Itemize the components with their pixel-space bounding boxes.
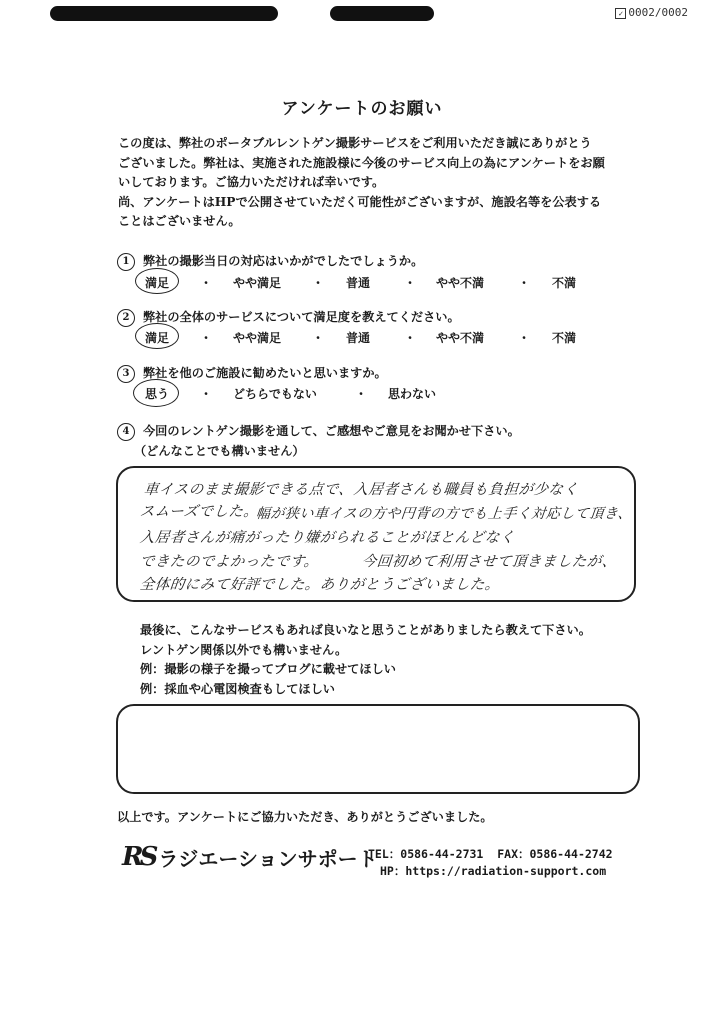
option-satisfied[interactable]: 満足	[145, 331, 170, 345]
handwritten-line: スムーズでした。	[139, 504, 260, 520]
contact-info	[368, 846, 613, 880]
prompt-line: 例：撮影の様子を撮ってブログに載せてほしい	[140, 662, 396, 676]
request-response-box[interactable]	[116, 704, 640, 794]
question-2	[117, 308, 460, 327]
option-dissatisfied[interactable]: 不満	[552, 331, 577, 345]
additional-request-prompt	[140, 621, 591, 699]
question-number: 2	[117, 309, 135, 327]
question-text: 弊社の全体のサービスについて満足度を教えてください。	[143, 310, 460, 324]
option-separator: ・	[312, 276, 325, 290]
closing-message: 以上です。アンケートにご協力いただき、ありがとうございました。	[117, 810, 493, 824]
intro-line: ことはございません。	[118, 214, 241, 228]
handwritten-line: 幅が狭い車イスの方や円背の方でも上手く対応して頂き、	[255, 506, 634, 522]
option-agree[interactable]: 思う	[145, 387, 170, 401]
option-separator: ・	[404, 331, 417, 345]
selected-answer-circle	[135, 268, 179, 294]
option-neither[interactable]: どちらでもない	[233, 387, 317, 401]
option-somewhat-dissatisfied[interactable]: やや不満	[436, 276, 485, 290]
handwritten-line: 今回初めて利用させて頂きましたが、	[361, 554, 618, 570]
intro-paragraph	[118, 134, 618, 232]
prompt-line: 最後に、こんなサービスもあれば良いなと思うことがありましたら教えて下さい。	[140, 623, 591, 637]
redacted-sender-number	[330, 6, 434, 21]
handwritten-line: できたのでよかったです。	[139, 554, 320, 570]
page-title: アンケートのお願い	[281, 99, 443, 119]
question-2-options	[0, 329, 724, 351]
website-link[interactable]: HP：https://radiation-support.com	[380, 864, 607, 878]
option-somewhat-satisfied[interactable]: やや満足	[233, 331, 282, 345]
selected-answer-circle	[135, 323, 179, 349]
prompt-line: レントゲン関係以外でも構いません。	[140, 642, 348, 657]
option-somewhat-dissatisfied[interactable]: やや不満	[436, 331, 485, 345]
option-separator: ・	[355, 387, 368, 401]
option-separator: ・	[312, 331, 325, 345]
fax-check-icon: ✓	[615, 8, 626, 19]
redacted-sender-name	[50, 6, 278, 21]
question-number: 1	[117, 253, 135, 271]
question-text: 弊社の撮影当日の対応はいかがでしたでしょうか。	[143, 254, 424, 268]
question-number: 4	[117, 423, 135, 441]
question-1-options	[0, 274, 724, 296]
option-somewhat-satisfied[interactable]: やや満足	[233, 276, 282, 290]
intro-line: この度は、弊社のポータブルレントゲン撮影サービスをご利用いただき誠にありがとう	[118, 136, 592, 150]
question-number: 3	[117, 365, 135, 383]
option-dissatisfied[interactable]: 不満	[552, 276, 577, 290]
prompt-line: 例：採血や心電図検査もしてほしい	[140, 681, 335, 696]
question-text: 弊社を他のご施設に勧めたいと思いますか。	[143, 366, 387, 380]
option-separator: ・	[200, 387, 213, 401]
option-separator: ・	[200, 331, 213, 345]
handwritten-line: 入居者さんが痛がったり嫌がられることがほとんどなく	[139, 530, 516, 546]
option-disagree[interactable]: 思わない	[388, 387, 437, 401]
option-separator: ・	[404, 276, 417, 290]
company-name: ラジエーションサポート	[158, 846, 378, 871]
selected-answer-circle	[133, 379, 179, 407]
logo-mark: RS	[122, 842, 155, 872]
handwritten-line: 全体的にみて好評でした。ありがとうございました。	[139, 577, 501, 593]
option-satisfied[interactable]: 満足	[145, 276, 170, 290]
phone-number: TEL：0586-44-2731	[368, 847, 484, 861]
company-logo	[122, 842, 378, 872]
intro-line: いしております。ご協力いただければ幸いです。	[118, 175, 385, 189]
option-neutral[interactable]: 普通	[346, 331, 371, 345]
question-4-subtext: （どんなことでも構いません）	[134, 444, 305, 458]
option-separator: ・	[518, 331, 531, 345]
option-separator: ・	[518, 276, 531, 290]
option-neutral[interactable]: 普通	[346, 276, 371, 290]
fax-number: FAX：0586-44-2742	[497, 847, 613, 861]
fax-page-counter: ✓ 0002/0002	[615, 6, 688, 19]
intro-line: ございました。弊社は、実施された施設様に今後のサービス向上の為にアンケートをお願	[118, 155, 605, 170]
intro-line: 尚、アンケートはHPで公開させていただく可能性がございますが、施設名等を公表する	[118, 194, 602, 209]
question-3-options	[0, 385, 724, 407]
option-separator: ・	[200, 276, 213, 290]
question-text: 今回のレントゲン撮影を通して、ご感想やご意見をお聞かせ下さい。	[143, 424, 520, 438]
question-4	[117, 422, 520, 441]
handwritten-line: 車イスのまま撮影できる点で、入居者さんも職員も負担が少なく	[143, 482, 580, 498]
